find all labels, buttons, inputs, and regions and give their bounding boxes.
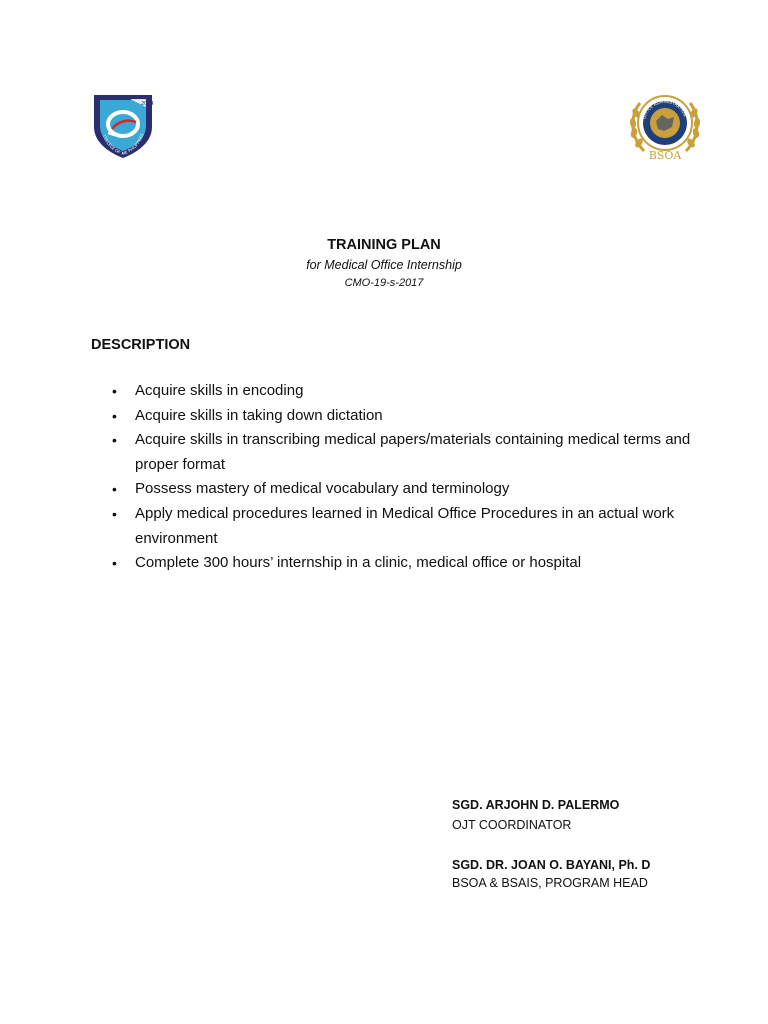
list-item-text: Apply medical procedures learned in Medical Office Procedures in an actual work environment — [135, 504, 675, 547]
signatory-role: OJT COORDINATOR — [452, 818, 572, 832]
signatory-ojt-coordinator — [452, 796, 752, 834]
svg-text:2004: 2004 — [141, 101, 154, 107]
bullet-icon: • — [112, 383, 117, 399]
svg-text:BSOA: BSOA — [648, 149, 682, 162]
description-heading: DESCRIPTION — [91, 337, 191, 353]
bullet-icon: • — [112, 407, 117, 424]
list-item — [112, 502, 692, 551]
bullet-icon: • — [112, 432, 117, 449]
list-item — [112, 551, 692, 576]
svg-text:COLLEGE OF THE PHILIPPINES: COLLEGE OF THE PHILIPPINES — [101, 132, 145, 157]
bsoa-seal-logo — [626, 91, 704, 163]
list-item — [112, 379, 692, 404]
bullet-icon: • — [112, 481, 117, 498]
svg-text:OFFICE ADMINISTRATION: OFFICE ADMINISTRATION — [641, 98, 688, 120]
document-code: CMO-19-s-2017 — [344, 277, 424, 289]
signatory-role: BSOA & BSAIS, PROGRAM HEAD — [452, 876, 648, 890]
list-item — [112, 477, 692, 502]
college-seal-logo — [90, 93, 156, 159]
signature-section — [452, 796, 752, 892]
list-item — [112, 404, 692, 429]
list-item — [112, 428, 692, 477]
description-list — [112, 379, 692, 576]
list-item-text: Acquire skills in taking down dictation — [135, 406, 383, 424]
document-title: TRAINING PLAN — [327, 237, 441, 253]
list-item-text: Acquire skills in encoding — [135, 382, 304, 399]
signatory-name: SGD. DR. JOAN O. BAYANI, Ph. D — [452, 858, 651, 872]
signatory-program-head — [452, 856, 752, 892]
document-subtitle: for Medical Office Internship — [306, 258, 462, 272]
signatory-name: SGD. ARJOHN D. PALERMO — [452, 798, 620, 812]
list-item-text: Possess mastery of medical vocabulary and terminology — [135, 480, 510, 498]
list-item-text: Acquire skills in transcribing medical papers/materials containing medical terms and proper format — [135, 431, 691, 473]
title-block — [0, 236, 768, 290]
bullet-icon: • — [112, 555, 117, 572]
list-item-text: Complete 300 hours’ internship in a clinic, medical office or hospital — [135, 554, 582, 572]
bullet-icon: • — [112, 505, 117, 522]
